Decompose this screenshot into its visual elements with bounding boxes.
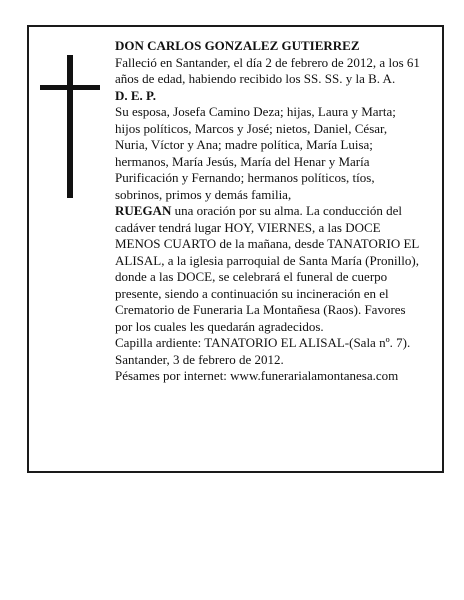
cross-icon-vertical [67, 55, 73, 198]
request-paragraph [115, 203, 421, 335]
family-list: Su esposa, Josefa Camino Deza; hijas, Laura y Marta; hijos políticos, Marcos y José; nietos, Daniel, César, Nuria, Víctor y Ana; madre política, María Luisa; hermanos, María Jesús, María del Henar y María Purificación y Fernando; hermanos políticos, tíos, sobrinos, primos y demás familia, [115, 104, 396, 202]
chapel-line: Capilla ardiente: TANATORIO EL ALISAL-(Sala nº. 7). [115, 335, 411, 350]
request-text: una oración por su alma. La conducción del cadáver tendrá lugar HOY, VIERNES, a las DOCE MENOS CUARTO de la mañana, desde TANATORIO EL ALISAL, a la iglesia parroquial de Santa María (Pronillo), donde a las DOCE, se celebrará el funeral de cuerpo presente, siendo a continuación su incineración en el Crematorio de Funeraria La Montañesa (Raos). Favores por los cuales les quedarán agradecidos. [115, 203, 419, 334]
rip-heading: D. E. P. [115, 87, 157, 103]
request-bold: RUEGAN [115, 203, 172, 218]
obituary-text [115, 38, 421, 385]
deceased-name: DON CARLOS GONZALEZ GUTIERREZ [115, 38, 360, 53]
death-notice: Falleció en Santander, el día 2 de febrero de 2012, a los 61 años de edad, habiendo recibido los SS. SS. y la B. A. [115, 54, 420, 86]
date-line: Santander, 3 de febrero de 2012. [115, 351, 284, 367]
cross-icon-horizontal [40, 85, 100, 90]
condolences-line: Pésames por internet: www.funerarialamontanesa.com [115, 368, 399, 383]
obituary-frame [27, 25, 444, 473]
